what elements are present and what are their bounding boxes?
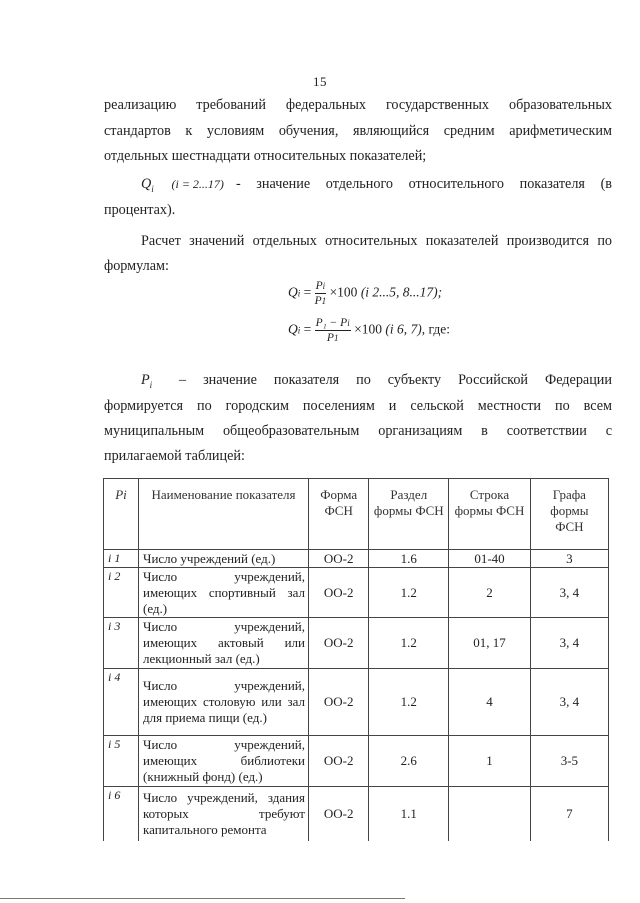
- q-cont: процентах).: [104, 202, 176, 218]
- f2-fraction: [315, 316, 351, 345]
- p-definition: [141, 370, 612, 395]
- cell-name: Число учреждений, имеющих спортивный зал (ед.): [139, 568, 309, 618]
- p-sub: i: [149, 379, 153, 390]
- header-name: Наименование показателя: [139, 479, 309, 550]
- f1-den: P: [314, 295, 322, 307]
- f1-mult: ×100: [329, 284, 358, 300]
- cell-line: 01, 17: [449, 618, 531, 669]
- cell-section: 2.6: [369, 736, 449, 787]
- calc-line: Расчет значений отдельных относительных показателей производится по: [141, 233, 612, 249]
- cell-section: 1.6: [369, 550, 449, 568]
- f2-den: P: [326, 332, 334, 344]
- cell-section: 1.2: [369, 568, 449, 618]
- cell-form: ОО-2: [309, 787, 369, 841]
- cell-line: 01-40: [449, 550, 531, 568]
- f1-num: P: [315, 280, 323, 292]
- cell-name: Число учреждений, имеющих библиотеки (книжный фонд) (ед.): [139, 736, 309, 787]
- formula-1: Qi = $\frac{Pi}{P1}$ ×100 (i 2...5, 8...17);: [288, 280, 443, 307]
- page-number: 15: [313, 74, 327, 89]
- cell-section: 1.1: [369, 787, 449, 841]
- paragraph-line: стандартов к условиям обучения, являющийся средним арифметическим: [104, 123, 612, 139]
- indicator-table: [103, 478, 609, 841]
- f2-lhs: Q: [288, 321, 298, 337]
- cell-column: 3: [530, 550, 608, 568]
- q-definition: [141, 174, 612, 199]
- cell-pi: i 3: [104, 618, 139, 669]
- cell-pi: i 6: [104, 787, 139, 841]
- q-sub: i: [151, 183, 154, 194]
- f1-lhs: Q: [288, 284, 298, 300]
- cell-column: 7: [530, 787, 608, 841]
- p-symbol: P: [141, 372, 150, 388]
- cell-pi: i 2: [104, 568, 139, 618]
- f2-num-sub: i: [347, 318, 350, 328]
- f1-cond: (i 2...5, 8...17);: [360, 284, 443, 300]
- table-row: [104, 787, 609, 841]
- f2-mult: ×100: [354, 321, 382, 337]
- table-row: [104, 568, 609, 618]
- table-row: [104, 618, 609, 669]
- cell-form: ОО-2: [309, 736, 369, 787]
- f1-num-sub: i: [322, 281, 326, 291]
- f2-lhs-sub: i: [297, 325, 301, 336]
- cell-pi: i 5: [104, 736, 139, 787]
- f2-tail: , где:: [421, 321, 450, 337]
- calc-line: формулам:: [104, 258, 169, 274]
- cell-name: Число учреждений (ед.): [139, 550, 309, 568]
- p-line: муниципальным общеобразовательным организациям в соответствии с: [104, 423, 612, 439]
- table-row: [104, 736, 609, 787]
- f2-cond: (i 6, 7): [385, 321, 422, 337]
- cell-form: ОО-2: [309, 618, 369, 669]
- f1-fraction: [315, 279, 327, 308]
- header-column: Графа формы ФСН: [530, 479, 608, 550]
- table-row: [104, 669, 609, 736]
- paragraph-line: отдельных шестнадцати относительных показателей;: [104, 148, 427, 164]
- p-line: формируется по городским поселениям и сельской местности по всем: [104, 398, 612, 414]
- cell-line: 2: [449, 568, 531, 618]
- cell-column: 3, 4: [530, 618, 608, 669]
- header-line: Строка формы ФСН: [449, 479, 531, 550]
- cell-column: 3, 4: [530, 669, 608, 736]
- header-section: Раздел формы ФСН: [369, 479, 449, 550]
- q-symbol: Q: [141, 176, 152, 192]
- q-text: - значение отдельного относительного показателя (в: [235, 176, 612, 192]
- header-pi: Pi: [104, 479, 139, 550]
- cell-line: 1: [449, 736, 531, 787]
- f1-lhs-sub: i: [297, 288, 301, 299]
- footer-divider: [0, 898, 405, 899]
- p-text: – значение показателя по субъекту Российской Федерации: [179, 372, 612, 388]
- cell-section: 1.2: [369, 669, 449, 736]
- cell-column: 3, 4: [530, 568, 608, 618]
- cell-line: [449, 787, 531, 841]
- cell-name: Число учреждений, имеющих актовый или лекционный зал (ед.): [139, 618, 309, 669]
- cell-line: 4: [449, 669, 531, 736]
- f2-num: P₁ − P: [315, 317, 348, 329]
- formula-2: Qi = $\frac{\text{P₁ − Pi}}{P1}$ ×100 (i 6, 7), где:: [288, 317, 450, 344]
- cell-name: Число учреждений, здания которых требуют капитального ремонта: [139, 787, 309, 841]
- p-line: прилагаемой таблицей:: [104, 448, 245, 464]
- q-range: (i = 2...17): [171, 177, 224, 191]
- cell-column: 3-5: [530, 736, 608, 787]
- cell-form: ОО-2: [309, 568, 369, 618]
- cell-section: 1.2: [369, 618, 449, 669]
- cell-pi: i 1: [104, 550, 139, 568]
- cell-form: ОО-2: [309, 550, 369, 568]
- cell-pi: i 4: [104, 669, 139, 736]
- table-header-row: [104, 479, 609, 550]
- cell-form: ОО-2: [309, 669, 369, 736]
- f1-den-sub: 1: [321, 296, 327, 306]
- f2-den-sub: 1: [333, 333, 339, 343]
- table-row: [104, 550, 609, 568]
- cell-name: Число учреждений, имеющих столовую или зал для приема пищи (ед.): [139, 669, 309, 736]
- paragraph-line: реализацию требований федеральных государственных образовательных: [104, 97, 612, 113]
- header-form: Форма ФСН: [309, 479, 369, 550]
